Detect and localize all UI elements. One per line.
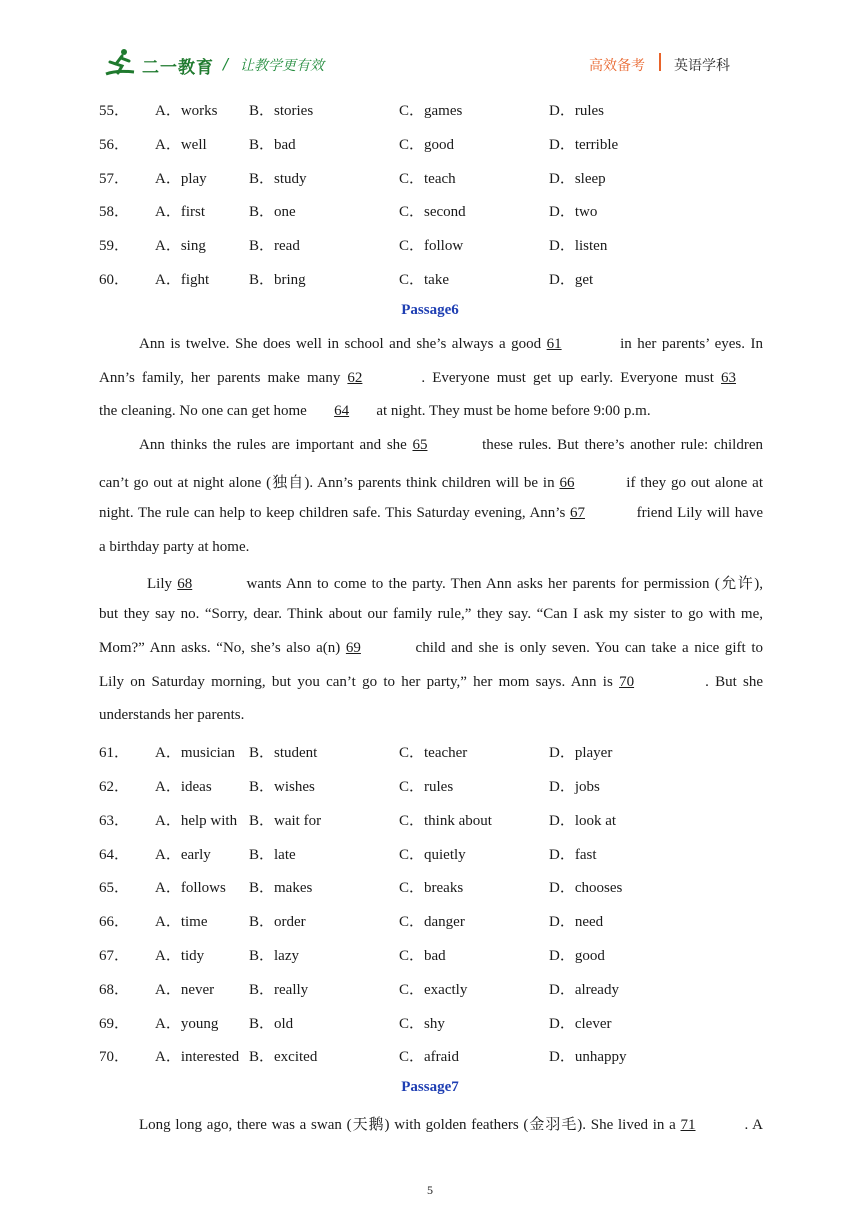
passage-text: Ann is twelve. She does well in school and she’s always a good — [139, 336, 542, 352]
passage-text: Lily on Saturday morning, but you can’t go to her party,” her mom says. Ann is — [99, 674, 613, 690]
question-number: 63． — [99, 813, 130, 829]
passage-line — [99, 606, 763, 623]
question-row — [99, 775, 779, 797]
question-row — [99, 1012, 779, 1034]
question-number: 62． — [99, 779, 130, 795]
option-a: A．follows — [155, 880, 226, 896]
option-b: B．lazy — [249, 948, 299, 964]
option-b: B．study — [249, 171, 307, 187]
question-row — [99, 133, 779, 155]
option-d: D．get — [549, 272, 594, 288]
slogan-separator: / — [223, 55, 229, 73]
logo-text: 二一教育 — [142, 58, 214, 78]
option-c: C．games — [399, 103, 463, 119]
question-number: 58． — [99, 204, 130, 220]
option-a: A．fight — [155, 272, 210, 288]
passage-line — [147, 572, 763, 593]
page-number: 5 — [427, 1183, 433, 1197]
option-b: B．bring — [249, 272, 306, 288]
passage-text: . A — [744, 1117, 763, 1133]
passage-line — [99, 471, 763, 492]
option-a: A．works — [155, 103, 218, 119]
passage-text: the cleaning. No one can get home — [99, 403, 307, 419]
option-c: C．rules — [399, 779, 454, 795]
option-c: C．good — [399, 137, 455, 153]
option-a: A．ideas — [155, 779, 212, 795]
option-b: B．student — [249, 745, 318, 761]
option-c: C．follow — [399, 238, 464, 254]
option-b: B．wait for — [249, 813, 322, 829]
option-a: A．play — [155, 171, 207, 187]
option-b: B．late — [249, 847, 296, 863]
option-d: D．jobs — [549, 779, 600, 795]
passage-line — [99, 674, 763, 691]
passage-text: wants Ann to come to the party. Then Ann asks her parents for permission (允许), — [246, 576, 764, 592]
option-d: D．listen — [549, 238, 608, 254]
blank-69: 69 — [345, 640, 361, 656]
question-row — [99, 876, 779, 898]
option-c: C．take — [399, 272, 449, 288]
option-b: B．makes — [249, 880, 313, 896]
option-d: D．good — [549, 948, 605, 964]
logo — [104, 48, 214, 78]
slogan: 让教学更有效 — [240, 58, 324, 74]
option-a: A．early — [155, 847, 211, 863]
passage-text: but they say no. “Sorry, dear. Think about our family rule,” they say. “Can I ask my sister to go with me, — [99, 606, 763, 622]
passage-text: Lily — [147, 576, 172, 592]
passage-line — [139, 437, 763, 454]
header-divider — [659, 53, 661, 71]
question-row — [99, 99, 779, 121]
option-b: B．bad — [249, 137, 296, 153]
option-d: D．need — [549, 914, 604, 930]
question-row — [99, 741, 779, 763]
passage-text: night. The rule can help to keep children safe. This Saturday evening, Ann’s — [99, 505, 566, 521]
blank-63: 63 — [721, 370, 737, 386]
option-b: B．read — [249, 238, 300, 254]
question-number: 59． — [99, 238, 130, 254]
question-number: 60． — [99, 272, 130, 288]
page-header — [0, 0, 860, 90]
option-b: B．wishes — [249, 779, 315, 795]
blank-68: 68 — [177, 576, 193, 592]
passage-text: in her parents’ eyes. In — [620, 336, 763, 352]
question-row — [99, 268, 779, 290]
passage-text: at night. They must be home before 9:00 p.m. — [376, 403, 651, 419]
question-row — [99, 809, 779, 831]
question-row — [99, 843, 779, 865]
question-row — [99, 234, 779, 256]
passage-text: Ann thinks the rules are important and she — [139, 437, 407, 453]
option-c: C．bad — [399, 948, 446, 964]
option-a: A．never — [155, 982, 215, 998]
option-c: C．think about — [399, 813, 492, 829]
question-number: 70． — [99, 1049, 130, 1065]
question-row — [99, 167, 779, 189]
blank-67: 67 — [569, 505, 585, 521]
option-b: B．old — [249, 1016, 294, 1032]
passage-line — [99, 403, 763, 420]
passage-text: can’t go out at night alone (独自). Ann’s parents think children will be in — [99, 475, 555, 491]
option-d: D．clever — [549, 1016, 612, 1032]
question-number: 69． — [99, 1016, 130, 1032]
passage-line — [99, 707, 763, 724]
option-d: D．rules — [549, 103, 604, 119]
question-number: 65． — [99, 880, 130, 896]
passage-line — [139, 336, 763, 353]
option-c: C．quietly — [399, 847, 466, 863]
option-a: A．sing — [155, 238, 206, 254]
option-c: C．second — [399, 204, 466, 220]
passage-line — [99, 640, 763, 657]
option-d: D．look at — [549, 813, 617, 829]
passage-text: friend Lily will have — [636, 505, 764, 521]
passage-text: Ann’s family, her parents make many — [99, 370, 341, 386]
question-row — [99, 978, 779, 1000]
question-row — [99, 200, 779, 222]
passage-line — [99, 370, 763, 387]
question-number: 55． — [99, 103, 130, 119]
option-d: D．already — [549, 982, 619, 998]
option-c: C．exactly — [399, 982, 468, 998]
question-number: 68． — [99, 982, 130, 998]
passage-text: a birthday party at home. — [99, 539, 250, 555]
option-a: A．well — [155, 137, 207, 153]
blank-70: 70 — [619, 674, 635, 690]
option-d: D．terrible — [549, 137, 619, 153]
passage-text: . But she — [705, 674, 763, 690]
question-number: 57． — [99, 171, 130, 187]
option-c: C．shy — [399, 1016, 445, 1032]
passage-line — [99, 505, 763, 522]
option-d: D．two — [549, 204, 598, 220]
passage-line — [99, 539, 763, 556]
passage-title: Passage7 — [401, 1079, 459, 1095]
option-b: B．order — [249, 914, 306, 930]
option-a: A．time — [155, 914, 208, 930]
option-a: A．first — [155, 204, 205, 220]
passage-title: Passage6 — [401, 302, 459, 318]
option-a: A．interested — [155, 1049, 240, 1065]
blank-64: 64 — [334, 403, 350, 419]
option-c: C．teacher — [399, 745, 468, 761]
passage-text: Mom?” Ann asks. “No, she’s also a(n) — [99, 640, 341, 656]
option-d: D．fast — [549, 847, 597, 863]
blank-66: 66 — [559, 475, 575, 491]
blank-71: 71 — [680, 1117, 696, 1133]
option-b: B．excited — [249, 1049, 318, 1065]
question-number: 56． — [99, 137, 130, 153]
option-d: D．player — [549, 745, 613, 761]
question-row — [99, 944, 779, 966]
passage-text: if they go out alone at — [626, 475, 764, 491]
header-tag-subject: 英语学科 — [674, 58, 730, 74]
runner-logo-icon — [104, 48, 140, 78]
question-number: 64． — [99, 847, 130, 863]
option-b: B．stories — [249, 103, 314, 119]
question-number: 61． — [99, 745, 130, 761]
passage-line — [139, 1113, 763, 1134]
option-b: B．really — [249, 982, 309, 998]
passage-text: Long long ago, there was a swan (天鹅) with golden feathers (金羽毛). She lived in a — [139, 1117, 676, 1133]
blank-65: 65 — [412, 437, 428, 453]
option-d: D．unhappy — [549, 1049, 627, 1065]
passage-text: child and she is only seven. You can take a nice gift to — [415, 640, 764, 656]
question-number: 67． — [99, 948, 130, 964]
option-c: C．breaks — [399, 880, 464, 896]
question-number: 66． — [99, 914, 130, 930]
question-row — [99, 1045, 779, 1067]
question-row — [99, 910, 779, 932]
header-tag-exam: 高效备考 — [589, 58, 645, 74]
option-a: A．help with — [155, 813, 238, 829]
option-a: A．tidy — [155, 948, 205, 964]
option-c: C．teach — [399, 171, 456, 187]
passage-text: these rules. But there’s another rule: children — [482, 437, 764, 453]
blank-62: 62 — [347, 370, 363, 386]
blank-61: 61 — [546, 336, 562, 352]
option-b: B．one — [249, 204, 296, 220]
option-d: D．sleep — [549, 171, 606, 187]
option-a: A．musician — [155, 745, 235, 761]
passage-text: understands her parents. — [99, 707, 245, 723]
option-c: C．danger — [399, 914, 465, 930]
option-c: C．afraid — [399, 1049, 459, 1065]
option-a: A．young — [155, 1016, 219, 1032]
option-d: D．chooses — [549, 880, 623, 896]
passage-text: . Everyone must get up early. Everyone must — [421, 370, 714, 386]
